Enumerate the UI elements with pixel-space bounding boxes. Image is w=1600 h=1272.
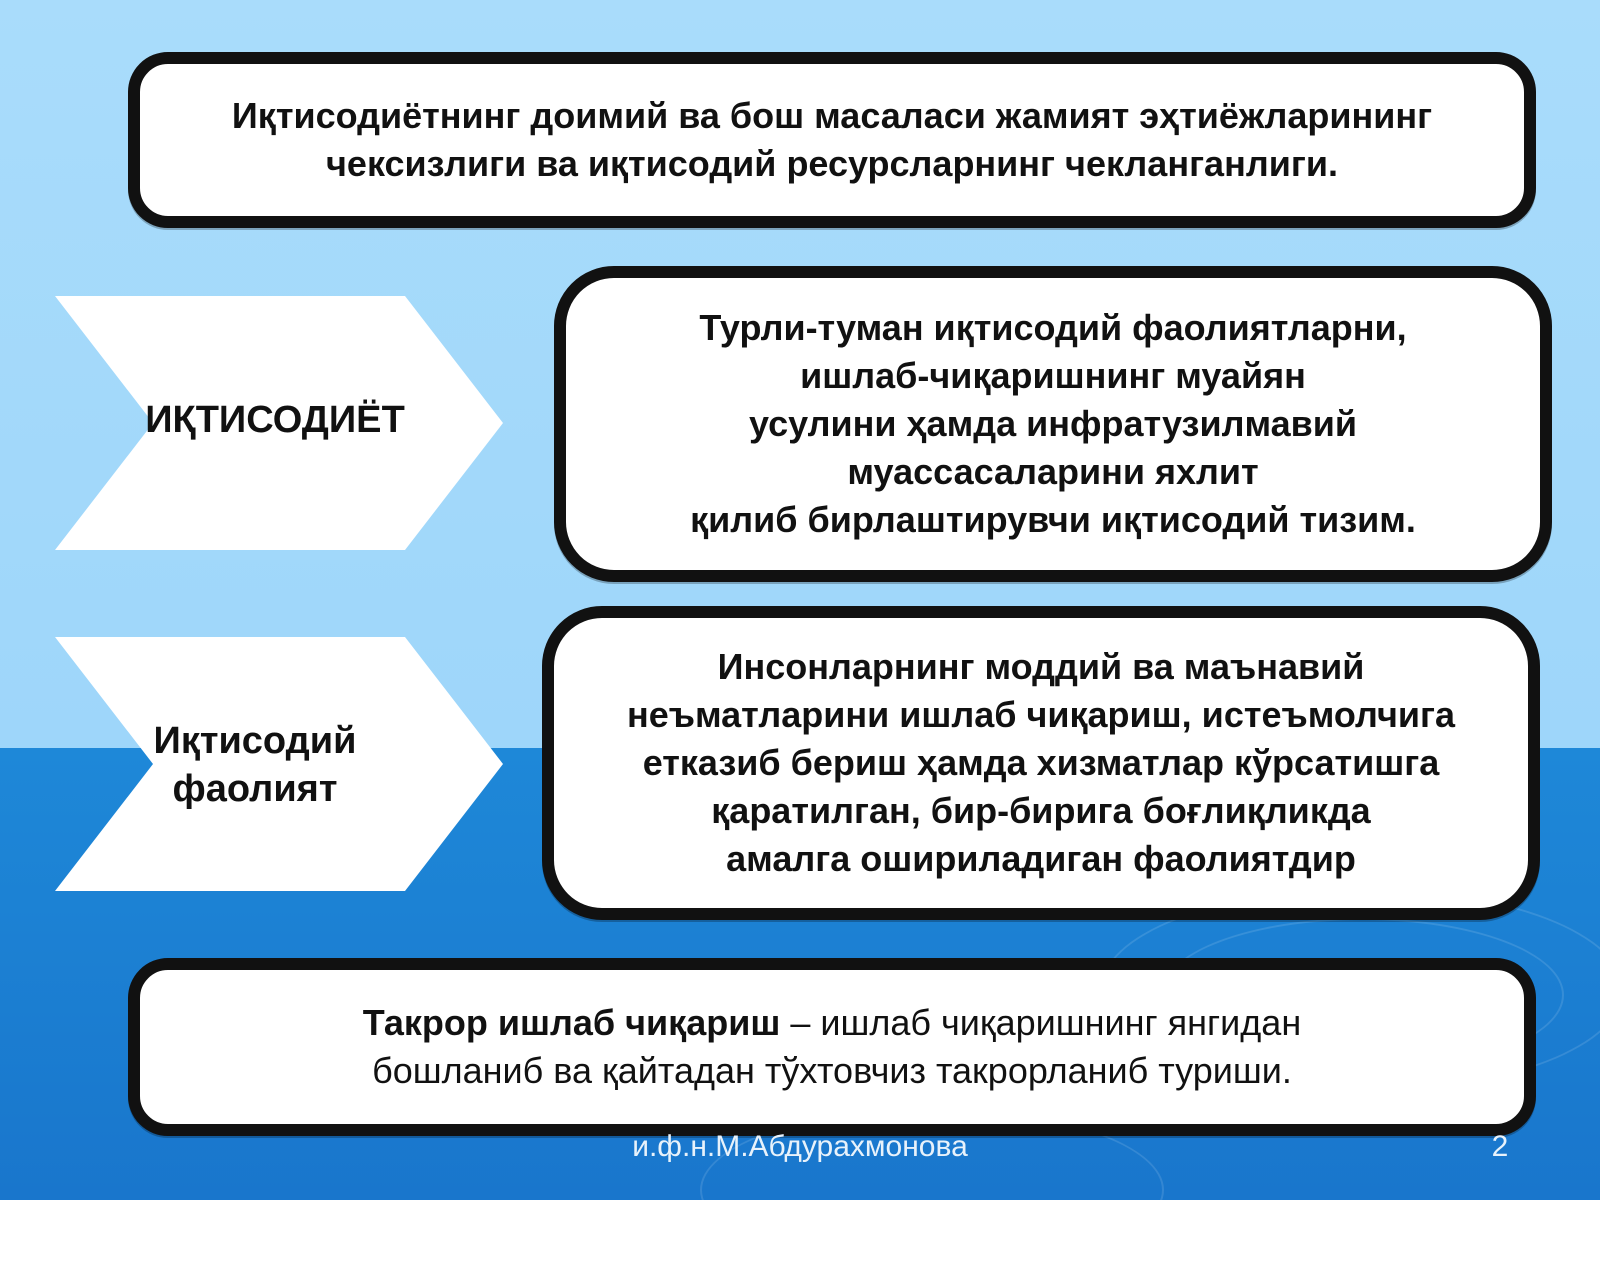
term-label-economy: ИҚТИСОДИЁТ [145,399,405,441]
reproduction-box [128,958,1536,1136]
term-chevron-economic-activity [55,637,510,891]
main-problem-text: Иқтисодиётнинг доимий ва бош масаласи жамият эҳтиёжларининг чексизлиги ва иқтисодий ресурсларнинг чекланганлиги. [231,95,1433,184]
reproduction-text [363,999,1301,1095]
definition-box-economic-activity [542,606,1540,920]
reproduction-term: Такрор ишлаб чиқариш [362,1002,781,1043]
term-chevron-economy [55,296,510,550]
main-problem-box [128,52,1536,228]
definition-box-economy [554,266,1552,582]
slide-number: 2 [1491,1130,1509,1163]
term-label-economic-activity: Иқтисодий фаолият [153,720,357,810]
definition-text-economy: Турли-туман иқтисодий фаолиятларни, ишлаб-чиқаришнинг муайян усулини ҳамда инфратузилмавий муассасаларини яхлит қилиб бирлаштирувчи иқтисодий тизим. [690,307,1416,540]
definition-text-economic-activity: Инсонларнинг моддий ва маънавий неъматларини ишлаб чиқариш, истеъмолчига етказиб бериш ҳамда хизматлар кўрсатишга қаратилган, бир-бирига боғлиқликда амалга ошириладиган фаолиятдир [626,646,1456,879]
reproduction-definition: – ишлаб чиқаришнинг янгидан бошланиб ва қайтадан тўхтовчиз такрорланиб туриши. [372,1002,1302,1091]
footer-author: и.ф.н.М.Абдурахмонова [632,1130,968,1163]
